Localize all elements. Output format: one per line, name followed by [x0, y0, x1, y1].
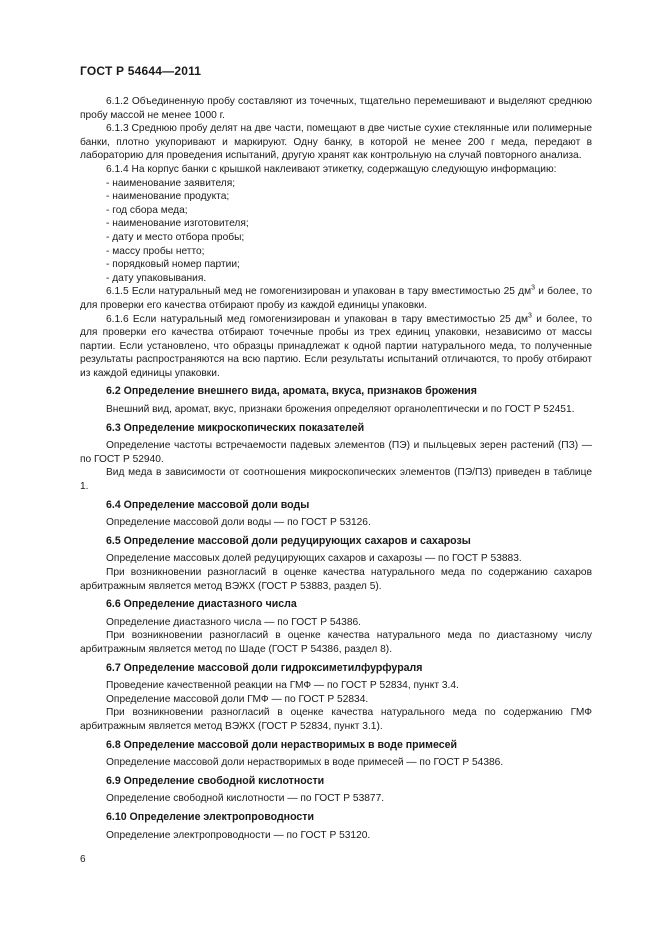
- paragraph: Определение массовой доли воды — по ГОСТ Р 53126.: [106, 517, 371, 529]
- document-body: [80, 95, 592, 842]
- list-item: - год сбора меда;: [106, 204, 188, 216]
- paragraph-6-1-6: [80, 313, 592, 381]
- list-item: - порядковый номер партии;: [106, 259, 240, 271]
- paragraph-6-1-4: 6.1.4 На корпус банки с крышкой наклеивают этикетку, содержащую следующую информацию:: [106, 163, 557, 175]
- section-heading-6-3: 6.3 Определение микроскопических показателей: [106, 421, 365, 434]
- paragraph: Определение свободной кислотности — по ГОСТ Р 53877.: [106, 793, 385, 805]
- paragraph: Определение массовых долей редуцирующих сахаров и сахарозы — по ГОСТ Р 53883.: [106, 553, 522, 565]
- page-number: 6: [80, 854, 86, 865]
- paragraph: При возникновении разногласий в оценке качества натурального меда по содержанию ГМФ арбитражным является метод ВЭЖХ (ГОСТ Р 52834, пункт 3.1).: [80, 707, 592, 732]
- paragraph: При возникновении разногласий в оценке качества натурального меда по диастазному числу арбитражным является метод по Шаде (ГОСТ Р 54386, раздел 8).: [80, 630, 592, 655]
- superscript: 3: [531, 284, 536, 292]
- paragraph-text: и более, то для проверки его качества отбирают точечные пробы из трех единиц упаковки, независимо от массы партии. Если установлено, что образцы принадлежат к одной партии натурального меда, то полученные результаты распространяются на всю партию. Если результаты испытаний отличаются, то пробу отбирают из каждой единицы упаковки.: [80, 313, 592, 379]
- paragraph: При возникновении разногласий в оценке качества натурального меда по содержанию сахаров арбитражным является метод ВЭЖХ (ГОСТ Р 53883, раздел 5).: [80, 567, 592, 592]
- paragraph: Вид меда в зависимости от соотношения микроскопических элементов (ПЭ/ПЗ) приведен в таблице 1.: [80, 467, 592, 493]
- list-item: - наименование заявителя;: [106, 177, 236, 189]
- paragraph-text: и более, то для проверки его качества отбирают пробу из каждой единицы упаковки.: [80, 286, 592, 311]
- paragraph-text: 6.1.6 Если натуральный мед гомогенизирован и упакован в тару вместимостью 25 дм: [106, 313, 529, 325]
- list-item: - наименование продукта;: [106, 191, 230, 203]
- superscript: 3: [528, 312, 532, 320]
- paragraph: Определение диастазного числа — по ГОСТ Р 54386.: [106, 616, 361, 628]
- paragraph-text: 6.1.5 Если натуральный мед не гомогенизирован и упакован в тару вместимостью 25 дм: [106, 286, 532, 298]
- paragraph: Определение частоты встречаемости падевых элементов (ПЭ) и пыльцевых зерен растений (ПЗ) — по ГОСТ Р 52940.: [80, 440, 592, 465]
- list-item: - дату упаковывания.: [106, 272, 207, 284]
- section-heading-6-6: 6.6 Определение диастазного числа: [106, 598, 297, 611]
- list-item: - наименование изготовителя;: [106, 218, 249, 230]
- section-heading-6-10: 6.10 Определение электропроводности: [106, 810, 315, 823]
- paragraph: Проведение качественной реакции на ГМФ — по ГОСТ Р 52834, пункт 3.4.: [106, 680, 459, 692]
- document-header: ГОСТ Р 54644—2011: [80, 64, 202, 78]
- paragraph-6-1-2: 6.1.2 Объединенную пробу составляют из точечных, тщательно перемешивают и выделяют среднюю пробу массой не менее 1000 г.: [80, 96, 592, 121]
- list-item: - массу пробы нетто;: [106, 245, 205, 257]
- section-heading-6-7: 6.7 Определение массовой доли гидроксиметилфурфураля: [106, 661, 423, 674]
- section-heading-6-5: 6.5 Определение массовой доли редуцирующих сахаров и сахарозы: [106, 534, 471, 547]
- section-heading-6-8: 6.8 Определение массовой доли нерастворимых в воде примесей: [106, 738, 458, 751]
- section-heading-6-9: 6.9 Определение свободной кислотности: [106, 774, 325, 787]
- paragraph: Внешний вид, аромат, вкус, признаки брожения определяют органолептически и по ГОСТ Р 52451.: [106, 404, 575, 416]
- paragraph: Определение электропроводности — по ГОСТ Р 53120.: [106, 829, 371, 841]
- section-heading-6-2: 6.2 Определение внешнего вида, аромата, вкуса, признаков брожения: [106, 385, 477, 398]
- paragraph: Определение массовой доли нерастворимых в воде примесей — по ГОСТ Р 54386.: [106, 757, 504, 769]
- section-heading-6-4: 6.4 Определение массовой доли воды: [106, 498, 310, 511]
- paragraph-6-1-5: [80, 285, 592, 312]
- paragraph: Определение массовой доли ГМФ — по ГОСТ Р 52834.: [106, 693, 369, 705]
- list-item: - дату и место отбора пробы;: [106, 231, 245, 243]
- paragraph-6-1-3: 6.1.3 Среднюю пробу делят на две части, помещают в две чистые сухие стеклянные или полимерные банки, плотно укупоривают и маркируют. Одну банку, в которой не менее 200 г меда, передают в лабораторию для проведения испытаний, другую хранят как контрольную на случай повторного анализа.: [80, 123, 592, 162]
